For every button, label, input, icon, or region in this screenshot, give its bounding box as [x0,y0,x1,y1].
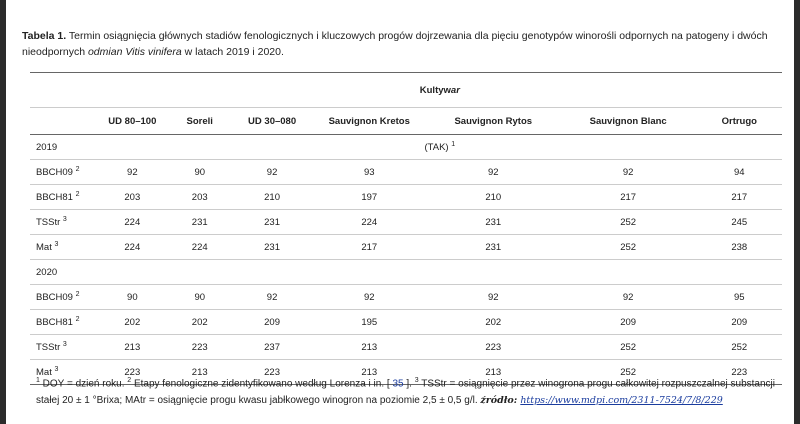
table-row [30,335,782,360]
column-header: Sauvignon Blanc [560,108,697,135]
table-cell: 92 [427,285,560,310]
table-cell: 92 [232,285,311,310]
table-cell: 90 [167,160,233,185]
table-row [30,160,782,185]
table-cell: 213 [427,360,560,385]
table-cell: 231 [167,210,233,235]
table-cell: 223 [697,360,782,385]
table-caption [22,28,782,60]
table-cell: 202 [167,310,233,335]
column-header: Sauvignon Kretos [312,108,427,135]
reference-link[interactable]: 35 [392,378,404,390]
row-label: TSStr $^3$ [30,335,98,360]
table-footnote: $^1$ DOY = dzień roku. $^2$ Etapy fenologiczne zidentyfikowano według Lorenza i in. [ 35 ]. $^3$ TSStr = osiągnięcie przez winogrona progu całkowitej rozpuszczalnej substancji stałej 20 ± 1 °Brixa; MAtr = osiągnięcie progu kwasu jabłkowego winogron na poziomie 2,5 ± 0,5 g/l. źródło: https://www.mdpi.com/2311-7524/7/8/229 [36,377,775,407]
table-cell: 203 [98,185,167,210]
table-cell: 224 [98,210,167,235]
group-header: Kultywar [98,73,782,108]
table-cell: 245 [697,210,782,235]
table-row [30,310,782,335]
row-label: BBCH09 $^2$ [30,285,98,310]
table-cell: 223 [98,360,167,385]
row-label: BBCH81 $^2$ [30,185,98,210]
table-cell: 92 [560,160,697,185]
table-cell: 231 [232,210,311,235]
table-cell: 231 [427,235,560,260]
table-cell: 94 [697,160,782,185]
table-cell: 252 [560,210,697,235]
phenology-table [30,72,782,385]
column-header: UD 30–080 [232,108,311,135]
table-cell: 237 [232,335,311,360]
table-cell: 202 [98,310,167,335]
column-header-row [30,108,782,135]
table-cell: 210 [427,185,560,210]
table-cell: 217 [312,235,427,260]
table-cell: 195 [312,310,427,335]
column-header: Ortrugo [697,108,782,135]
table-cell: 217 [560,185,697,210]
table-cell: 202 [427,310,560,335]
table-cell: 90 [167,285,233,310]
unit-label: (TAK) $^1$ [98,135,782,160]
table-cell: 209 [560,310,697,335]
caption-label: Tabela 1. [22,30,67,42]
table-cell: 224 [167,235,233,260]
table-cell: 92 [232,160,311,185]
table-cell: 92 [98,160,167,185]
table-cell: 252 [560,335,697,360]
table-cell: 231 [232,235,311,260]
table-cell: 231 [427,210,560,235]
group-header-row [30,73,782,108]
column-header: Sauvignon Rytos [427,108,560,135]
table-cell: 238 [697,235,782,260]
row-label: BBCH09 $^2$ [30,160,98,185]
table-cell: 224 [98,235,167,260]
source-note: źródło: https://www.mdpi.com/2311-7524/7/8/229 [480,395,723,407]
table-cell: 223 [167,335,233,360]
caption-text-2: w latach 2019 i 2020. [181,46,284,58]
table-row [30,235,782,260]
table-cell: 209 [232,310,311,335]
table-cell: 224 [312,210,427,235]
year-label: 2019 [30,135,98,160]
caption-text-italic: odmian Vitis vinifera [87,46,182,58]
table-cell: 92 [560,285,697,310]
table-cell: 90 [98,285,167,310]
table-cell: 213 [312,335,427,360]
table-row [30,285,782,310]
row-label: Mat $^3$ [30,235,98,260]
column-header: UD 80–100 [98,108,167,135]
table-cell: 252 [697,335,782,360]
document-page [6,0,794,424]
row-label: TSStr $^3$ [30,210,98,235]
table-cell: 213 [98,335,167,360]
table-cell: 93 [312,160,427,185]
table-cell: 223 [232,360,311,385]
source-link[interactable]: https://www.mdpi.com/2311-7524/7/8/229 [520,395,723,407]
table-cell: 197 [312,185,427,210]
table-row [30,210,782,235]
table-cell: 203 [167,185,233,210]
table-cell: 217 [697,185,782,210]
caption-text-1: Termin osiągnięcia głównych stadiów fenologicznych i kluczowych progów dojrzewania dla pięciu genotypów winorośli odpornych na patogeny i dwóch nieodpornych [22,30,768,58]
table-cell: 252 [560,360,697,385]
year-row [30,260,782,285]
table-cell: 95 [697,285,782,310]
table-row [30,185,782,210]
year-row [30,135,782,160]
table-cell: 92 [312,285,427,310]
row-label: BBCH81 $^2$ [30,310,98,335]
table-cell: 213 [312,360,427,385]
row-label: Mat $^3$ [30,360,98,385]
table-cell: 210 [232,185,311,210]
column-header: Soreli [167,108,233,135]
table-cell: 209 [697,310,782,335]
table-cell: 92 [427,160,560,185]
table-cell: 213 [167,360,233,385]
table-cell: 223 [427,335,560,360]
table-cell: 252 [560,235,697,260]
year-label: 2020 [30,260,98,285]
